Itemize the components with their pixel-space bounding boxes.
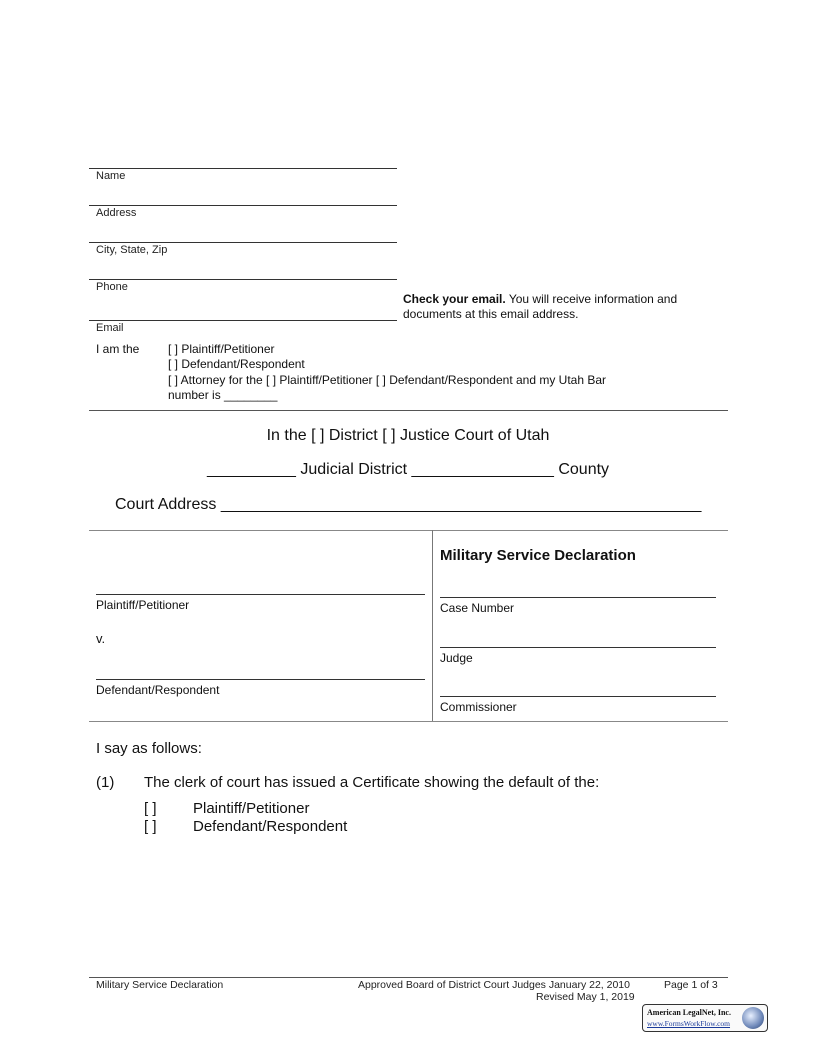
logo-url[interactable]: www.FormsWorkFlow.com <box>647 1019 731 1028</box>
court-address-blank[interactable]: ______________________________________________________ <box>220 496 702 513</box>
top-rule <box>89 168 397 169</box>
email-note-line1: You will receive information and <box>505 292 678 306</box>
name-line[interactable] <box>89 205 397 206</box>
commissioner-label: Commissioner <box>440 700 517 714</box>
judge-line[interactable] <box>440 647 716 648</box>
commissioner-line[interactable] <box>440 696 716 697</box>
caption-divider <box>432 530 433 721</box>
globe-icon <box>742 1007 764 1029</box>
party-option-plaintiff[interactable]: [ ] Plaintiff/Petitioner <box>168 342 275 356</box>
versus-label: v. <box>96 631 106 646</box>
case-number-line[interactable] <box>440 597 716 598</box>
email-note-line2: documents at this email address. <box>403 307 579 321</box>
plaintiff-line[interactable] <box>96 594 425 595</box>
footer-approved: Approved Board of District Court Judges January 22, 2010 <box>358 979 630 991</box>
document-title: Military Service Declaration <box>440 547 636 564</box>
case-number-label: Case Number <box>440 601 515 615</box>
intro-text: I say as follows: <box>96 740 202 757</box>
checkbox-defendant[interactable]: [ ] <box>144 818 157 835</box>
city-state-zip-line[interactable] <box>89 279 397 280</box>
american-legalnet-logo[interactable] <box>642 1004 768 1032</box>
footer-rule <box>89 977 728 978</box>
address-label: Address <box>96 207 137 219</box>
email-note-bold: Check your email. <box>403 292 506 306</box>
i-am-the-label: I am the <box>96 342 140 356</box>
section-divider <box>89 410 728 411</box>
bar-number-field[interactable]: number is ________ <box>168 388 278 402</box>
footer-page-number: Page 1 of 3 <box>664 979 718 991</box>
caption-bottom-rule <box>89 721 728 722</box>
judicial-district-line[interactable]: __________ Judicial District ________________ County <box>206 461 610 478</box>
judge-label: Judge <box>440 651 473 665</box>
plaintiff-label: Plaintiff/Petitioner <box>96 598 190 612</box>
court-address-label: Court Address <box>115 496 217 513</box>
phone-label: Phone <box>96 281 128 293</box>
city-state-zip-label: City, State, Zip <box>96 244 168 256</box>
party-option-attorney[interactable]: [ ] Attorney for the [ ] Plaintiff/Petitioner [ ] Defendant/Respondent and my Utah Bar <box>168 373 607 387</box>
checkbox-plaintiff-label: Plaintiff/Petitioner <box>193 800 310 817</box>
court-address-row <box>115 496 701 514</box>
logo-company: American LegalNet, Inc. <box>647 1008 731 1017</box>
address-line[interactable] <box>89 242 397 243</box>
item-1-text: The clerk of court has issued a Certificate showing the default of the: <box>144 774 600 791</box>
defendant-line[interactable] <box>96 679 425 680</box>
item-1-number: (1) <box>96 774 115 791</box>
footer-form-name: Military Service Declaration <box>96 979 224 991</box>
email-note <box>403 292 677 322</box>
party-option-defendant[interactable]: [ ] Defendant/Respondent <box>168 357 305 371</box>
footer-revised: Revised May 1, 2019 <box>536 991 635 1003</box>
email-label: Email <box>96 322 124 334</box>
name-label: Name <box>96 170 126 182</box>
court-type-line[interactable]: In the [ ] District [ ] Justice Court of Utah <box>266 427 550 444</box>
caption-top-rule <box>89 530 728 531</box>
defendant-label: Defendant/Respondent <box>96 683 220 697</box>
checkbox-plaintiff[interactable]: [ ] <box>144 800 157 817</box>
checkbox-defendant-label: Defendant/Respondent <box>193 818 348 835</box>
phone-line[interactable] <box>89 320 397 321</box>
